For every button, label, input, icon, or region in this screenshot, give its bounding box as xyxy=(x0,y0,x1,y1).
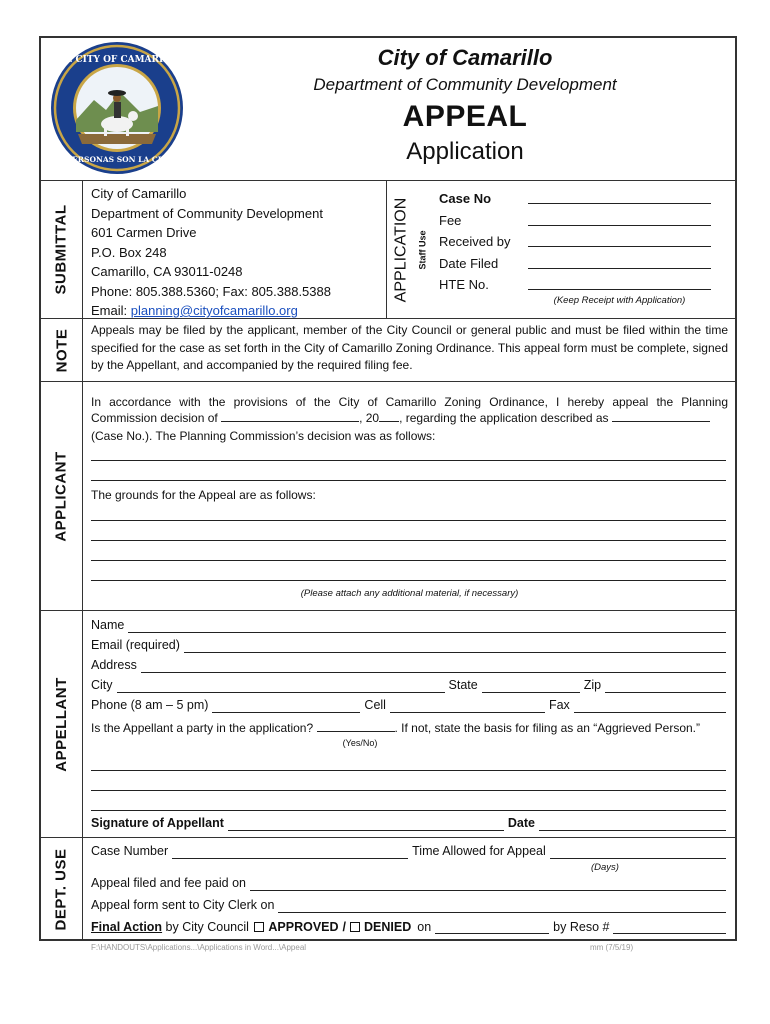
phone-field[interactable] xyxy=(212,698,360,713)
sent-clerk-field[interactable] xyxy=(278,898,726,913)
state-field[interactable] xyxy=(482,678,580,693)
applicant-line2: Commission decision of , 20 , regarding the application described as xyxy=(91,411,710,425)
department-name: Department of Community Development xyxy=(313,75,617,94)
svg-text:THE CITY OF CAMARILLO: THE CITY OF CAMARILLO xyxy=(50,55,184,65)
aggrieved-basis-line[interactable] xyxy=(91,770,726,771)
receipt-note: (Keep Receipt with Application) xyxy=(553,295,686,306)
fee-field[interactable] xyxy=(528,225,711,226)
note-text: Appeals may be filed by the applicant, member of the City Council or general public and must be filed within the time specified for the case as set forth in the City of Camarillo Zoning Ordinance. This appeal form must be complete, signed by the Appellant, and accompanied by the required filing fee. xyxy=(91,323,728,372)
decision-line[interactable] xyxy=(91,460,726,461)
signature-field[interactable] xyxy=(228,816,504,831)
form-title: APPEAL xyxy=(402,100,528,133)
name-field[interactable] xyxy=(128,618,726,633)
signature-date-field[interactable] xyxy=(539,816,726,831)
divider xyxy=(39,610,737,611)
section-label-applicant: APPLICANT xyxy=(53,450,70,542)
city-name: City of Camarillo xyxy=(377,45,553,70)
fee-label: Fee xyxy=(439,212,462,228)
email-link[interactable]: planning@cityofcamarillo.org xyxy=(130,303,298,318)
decision-year-field[interactable] xyxy=(379,421,399,422)
fax-field[interactable] xyxy=(574,698,726,713)
grounds-line[interactable] xyxy=(91,520,726,521)
date-filed-label: Date Filed xyxy=(439,255,499,271)
date-filed-field[interactable] xyxy=(528,268,711,269)
address-field[interactable] xyxy=(141,658,726,673)
days-hint: (Days) xyxy=(591,862,619,873)
sent-clerk-row: Appeal form sent to City Clerk on xyxy=(91,898,726,913)
cell-field[interactable] xyxy=(390,698,545,713)
applicant-line1: In accordance with the provisions of the City of Camarillo Zoning Ordinance, I hereby appeal the Planning xyxy=(91,395,728,409)
decision-line[interactable] xyxy=(91,480,726,481)
application-label: APPLICATION xyxy=(392,197,409,302)
appellant-city-row: City State Zip xyxy=(91,678,726,693)
aggrieved-basis-line[interactable] xyxy=(91,790,726,791)
final-action-row: Final Action by City Council APPROVED / DENIED on by Reso # xyxy=(91,919,726,934)
received-by-field[interactable] xyxy=(528,246,711,247)
section-label-submittal: SUBMITTAL xyxy=(53,204,71,295)
zip-field[interactable] xyxy=(605,678,726,693)
divider xyxy=(39,837,737,838)
grounds-line[interactable] xyxy=(91,560,726,561)
grounds-line[interactable] xyxy=(91,540,726,541)
staff-use-label: Staff Use xyxy=(417,229,428,270)
appellant-party-row: Is the Appellant a party in the application? . If not, state the basis for filing as an “Aggrieved Person.” xyxy=(91,718,700,735)
submittal-address: City of Camarillo Department of Community Development 601 Carmen Drive P.O. Box 248 Camarillo, CA 93011-0248 Phone: 805.388.5360; Fax: 805.388.5388 Email: planning@cityofcamarillo.org xyxy=(91,186,331,318)
appellant-address-row: Address xyxy=(91,658,726,673)
svg-text:LAS PERSONAS SON LA CIUDAD: LAS PERSONAS SON LA CIUDAD xyxy=(47,155,187,164)
revision-note: mm (7/5/19) xyxy=(590,943,634,952)
attach-note: (Please attach any additional material, if necessary) xyxy=(300,588,519,599)
decision-date-field[interactable] xyxy=(221,421,359,422)
time-allowed-field[interactable] xyxy=(550,844,726,859)
filed-fee-field[interactable] xyxy=(250,876,726,891)
form-subtitle: Application xyxy=(406,138,524,165)
section-label-appellant: APPELLANT xyxy=(53,676,70,772)
application-described-field[interactable] xyxy=(612,421,710,422)
city-field[interactable] xyxy=(117,678,445,693)
city-seal xyxy=(44,40,190,176)
case-number-row: Case Number Time Allowed for Appeal xyxy=(91,844,726,859)
case-no-label: Case No xyxy=(439,191,492,206)
yes-no-hint: (Yes/No) xyxy=(342,738,378,748)
hte-no-label: HTE No. xyxy=(439,277,489,292)
staff-divider xyxy=(386,181,387,318)
signature-row: Signature of Appellant Date xyxy=(91,816,726,831)
denied-checkbox[interactable] xyxy=(350,922,360,932)
party-yes-no-field[interactable] xyxy=(317,718,395,732)
case-no-field[interactable] xyxy=(528,203,711,204)
approved-checkbox[interactable] xyxy=(254,922,264,932)
hte-no-field[interactable] xyxy=(528,289,711,290)
grounds-line[interactable] xyxy=(91,580,726,581)
reso-number-field[interactable] xyxy=(613,919,726,934)
received-by-label: Received by xyxy=(439,234,511,249)
appellant-phone-row: Phone (8 am – 5 pm) Cell Fax xyxy=(91,698,726,713)
file-path: F:\HANDOUTS\Applications...\Applications in Word...\Appeal xyxy=(91,943,307,952)
section-label-note: NOTE xyxy=(53,328,71,372)
grounds-label: The grounds for the Appeal are as follows: xyxy=(91,488,316,502)
case-number-field[interactable] xyxy=(172,844,408,859)
appellant-name-row: Name xyxy=(91,618,726,633)
final-action-date-field[interactable] xyxy=(435,919,549,934)
appellant-email-row: Email (required) xyxy=(91,638,726,653)
side-divider xyxy=(82,180,83,941)
email-field[interactable] xyxy=(184,638,726,653)
filed-fee-row: Appeal filed and fee paid on xyxy=(91,876,726,891)
aggrieved-basis-line[interactable] xyxy=(91,810,726,811)
applicant-line3: (Case No.). The Planning Commission’s decision was as follows: xyxy=(91,429,436,443)
section-label-dept-use: DEPT. USE xyxy=(53,847,70,931)
divider xyxy=(39,381,737,382)
